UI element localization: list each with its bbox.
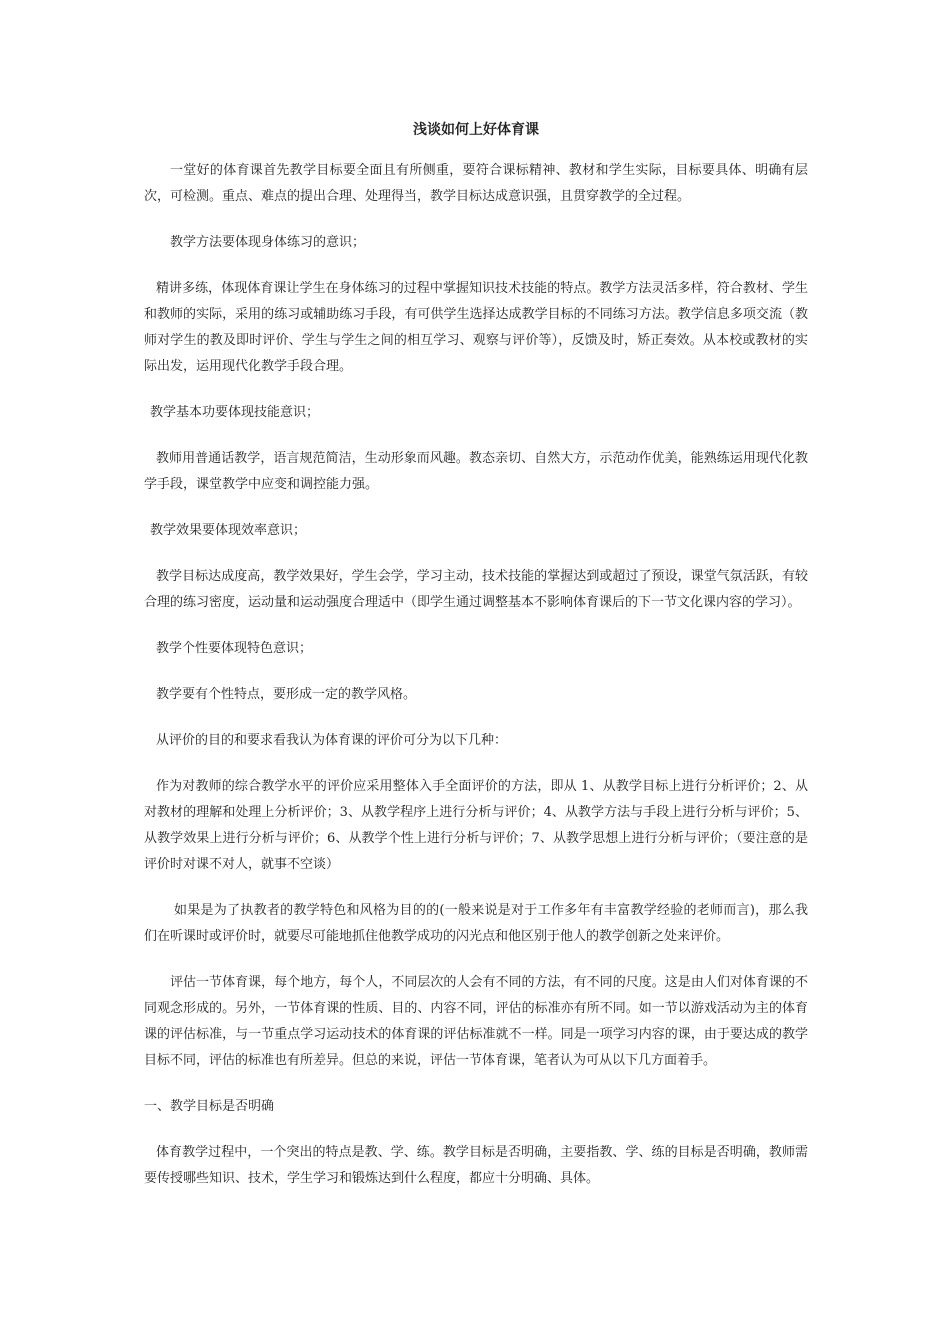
paragraph: 教学要有个性特点，要形成一定的教学风格。 [156, 687, 417, 702]
section-heading: 教学基本功要体现技能意识； [150, 405, 320, 420]
paragraph: 评估一节体育课，每个地方，每个人，不同层次的人会有不同的方法，有不同的尺度。这是由人们对体育课的不同观念形成的。另外，一节体育课的性质、目的、内容不同，评估的标准亦有所不同。如一节以游戏活动为主的体育课的评估标准，与一节重点学习运动技术的体育课的评估标准就不一样。同是一项学习内容的课，由于要达成的教学目标不同，评估的标准也有所差异。但总的来说，评估一节体育课，笔者认为可从以下几方面着手。 [144, 975, 808, 1068]
document-body [144, 120, 808, 1212]
paragraph: 从评价的目的和要求看我认为体育课的评价可分为以下几种： [156, 733, 508, 748]
section-heading: 教学方法要体现身体练习的意识； [170, 235, 366, 250]
paragraph: 一堂好的体育课首先教学目标要全面且有所侧重，要符合课标精神、教材和学生实际，目标要具体、明确有层次，可检测。重点、难点的提出合理、处理得当，教学目标达成意识强，且贯穿教学的全过程。 [144, 163, 808, 204]
section-heading: 教学个性要体现特色意识； [156, 641, 313, 656]
paragraph: 如果是为了执教者的教学特色和风格为目的的(一般来说是对于工作多年有丰富教学经验的老师而言)，那么我们在听课时或评价时，就要尽可能地抓住他教学成功的闪光点和他区别于他人的教学创新之处来评价。 [144, 903, 808, 944]
paragraph: 教师用普通话教学，语言规范简洁，生动形象而风趣。教态亲切、自然大方，示范动作优美，能熟练运用现代化教学手段，课堂教学中应变和调控能力强。 [144, 451, 808, 492]
paragraph: 精讲多练，体现体育课让学生在身体练习的过程中掌握知识技术技能的特点。教学方法灵活多样，符合教材、学生和教师的实际，采用的练习或辅助练习手段，有可供学生选择达成教学目标的不同练习方法。教学信息多项交流（教师对学生的教及即时评价、学生与学生之间的相互学习、观察与评价等），反馈及时，矫正奏效。从本校或教材的实际出发，运用现代化教学手段合理。 [144, 281, 808, 374]
section-heading: 一、教学目标是否明确 [144, 1099, 275, 1114]
paragraph: 体育教学过程中，一个突出的特点是教、学、练。教学目标是否明确，主要指教、学、练的目标是否明确，教师需要传授哪些知识、技术，学生学习和锻炼达到什么程度，都应十分明确、具体。 [144, 1145, 808, 1186]
paragraph: 教学目标达成度高，教学效果好，学生会学，学习主动，技术技能的掌握达到或超过了预设，课堂气氛活跃，有较合理的练习密度，运动量和运动强度合理适中（即学生通过调整基本不影响体育课后的下一节文化课内容的学习）。 [144, 569, 808, 610]
document-title: 浅谈如何上好体育课 [413, 122, 539, 138]
section-heading: 教学效果要体现效率意识； [150, 523, 307, 538]
paragraph: 作为对教师的综合教学水平的评价应采用整体入手全面评价的方法，即从 1、从教学目标上进行分析评价；2、从对教材的理解和处理上分析评价；3、从教学程序上进行分析与评价；4、从教学方法与手段上进行分析与评价；5、从教学效果上进行分析与评价；6、从教学个性上进行分析与评价；7、从教学思想上进行分析与评价；（要注意的是评价时对课不对人，就事不空谈） [144, 779, 808, 872]
